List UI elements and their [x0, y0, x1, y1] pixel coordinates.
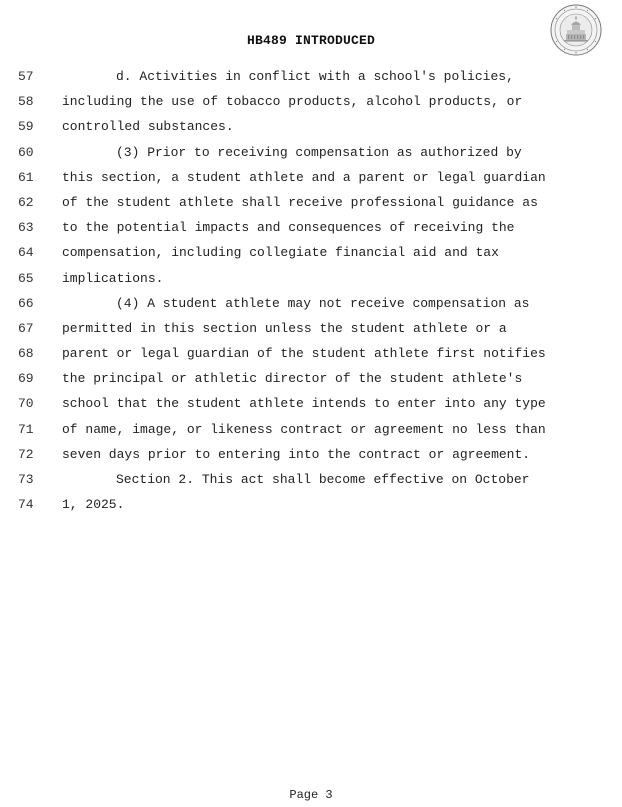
- document-title: HB489 INTRODUCED: [246, 33, 376, 48]
- document-line: [0, 219, 622, 244]
- line-number: 70: [18, 396, 34, 412]
- line-text: of name, image, or likeness contract or agreement no less than: [62, 421, 546, 437]
- line-number: 64: [18, 245, 34, 261]
- line-number: 71: [18, 421, 34, 437]
- line-text: this section, a student athlete and a parent or legal guardian: [62, 169, 546, 185]
- line-text: compensation, including collegiate financial aid and tax: [62, 245, 499, 261]
- line-text: the principal or athletic director of the student athlete's: [62, 371, 523, 387]
- state-seal-icon: [550, 4, 602, 56]
- line-number: 61: [18, 169, 34, 185]
- line-number: 58: [18, 94, 34, 110]
- line-text: implications.: [62, 270, 164, 286]
- line-text: (3) Prior to receiving compensation as authorized by: [116, 144, 522, 160]
- document-line: [0, 446, 622, 471]
- document-line: [0, 270, 622, 295]
- document-line: [0, 421, 622, 446]
- line-number: 60: [18, 144, 34, 160]
- document-line: [0, 295, 622, 320]
- line-number: 65: [18, 270, 34, 286]
- line-number: 63: [18, 220, 34, 236]
- document-line: [0, 320, 622, 345]
- line-text: d. Activities in conflict with a school's policies,: [116, 69, 514, 84]
- document-line: [0, 93, 622, 118]
- line-text: (4) A student athlete may not receive compensation as: [116, 295, 530, 311]
- line-text: Section 2. This act shall become effective on October: [116, 472, 530, 487]
- document-line: [0, 194, 622, 219]
- document-line: [0, 370, 622, 395]
- document-line: [0, 169, 622, 194]
- line-text: permitted in this section unless the student athlete or a: [62, 320, 507, 336]
- document-line: [0, 118, 622, 143]
- line-text: controlled substances.: [62, 119, 234, 135]
- line-number: 72: [18, 446, 34, 462]
- line-text: parent or legal guardian of the student athlete first notifies: [62, 346, 546, 362]
- line-text: 1, 2025.: [62, 497, 125, 513]
- line-number: 66: [18, 295, 34, 311]
- line-text: of the student athlete shall receive professional guidance as: [62, 194, 538, 210]
- document-line: [0, 68, 622, 93]
- line-number: 62: [18, 194, 34, 210]
- line-text: including the use of tobacco products, alcohol products, or: [62, 94, 523, 110]
- line-number: 59: [18, 119, 34, 135]
- document-line: [0, 244, 622, 269]
- document-line: [0, 471, 622, 496]
- line-text: to the potential impacts and consequences of receiving the: [62, 220, 515, 236]
- document-line: [0, 345, 622, 370]
- document-line: [0, 395, 622, 420]
- line-number: 68: [18, 346, 34, 362]
- line-number: 73: [18, 472, 34, 487]
- line-text: school that the student athlete intends to enter into any type: [62, 396, 546, 412]
- line-text: seven days prior to entering into the contract or agreement.: [62, 446, 531, 462]
- line-number: 67: [18, 320, 34, 336]
- document-body: [0, 68, 622, 521]
- document-line: [0, 496, 622, 521]
- line-number: 69: [18, 371, 34, 387]
- page-number: Page 3: [289, 788, 333, 802]
- document-line: [0, 144, 622, 169]
- line-number: 74: [18, 497, 34, 513]
- line-number: 57: [18, 69, 34, 84]
